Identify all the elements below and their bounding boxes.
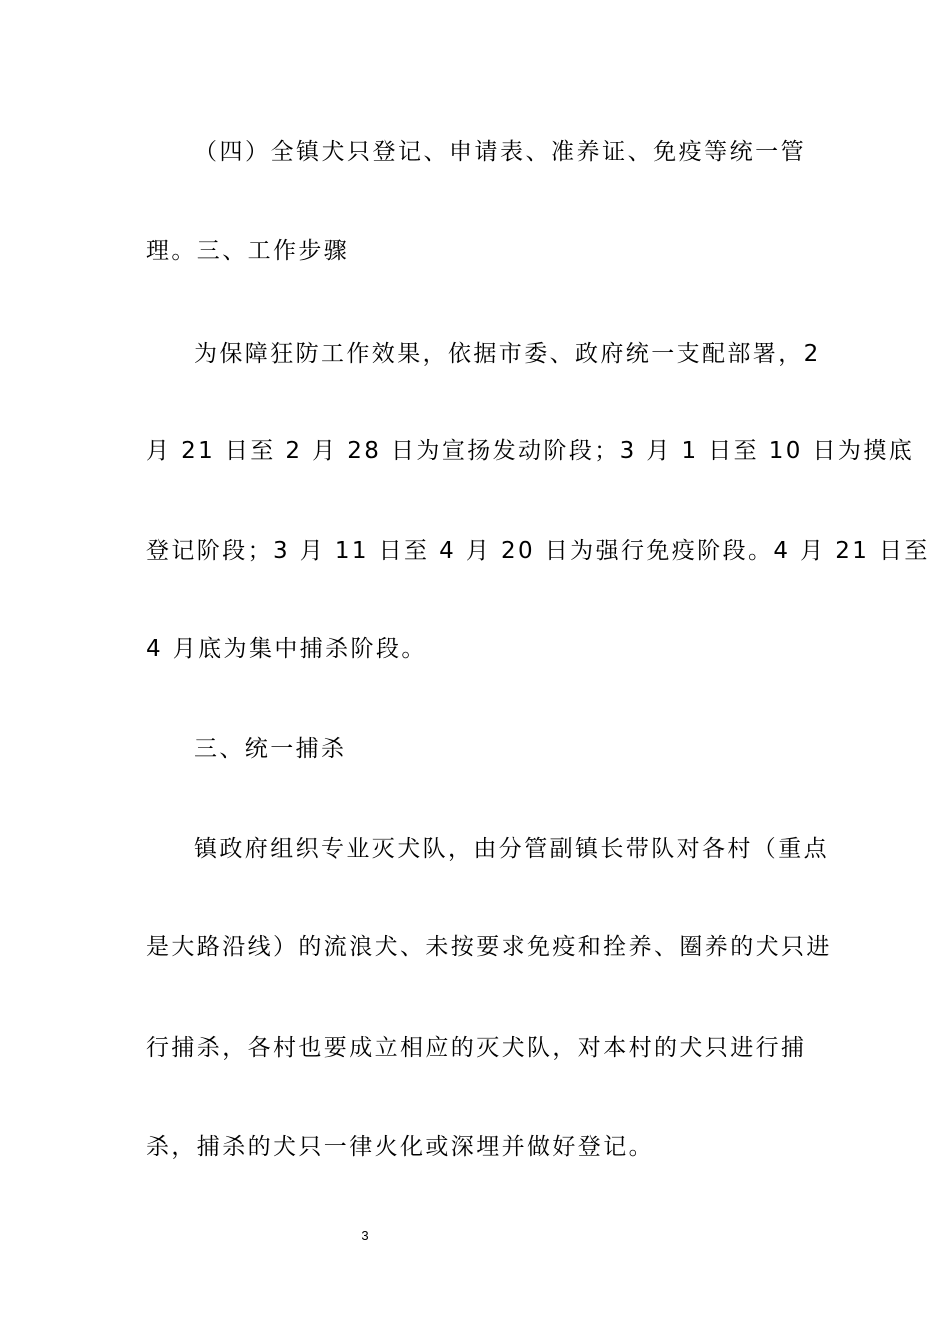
paragraph-line-2: 理。三、工作步骤 [146, 238, 350, 264]
paragraph-line-1: （四）全镇犬只登记、申请表、准养证、免疫等统一管 [194, 139, 806, 165]
paragraph-line-4: 月 21 日至 2 月 28 日为宣扬发动阶段；3 月 1 日至 10 日为摸底 [146, 438, 915, 464]
paragraph-line-3: 为保障狂防工作效果，依据市委、政府统一支配部署，2 [194, 341, 821, 367]
paragraph-line-7: 镇政府组织专业灭犬队，由分管副镇长带队对各村（重点 [194, 836, 829, 862]
paragraph-line-10: 杀，捕杀的犬只一律火化或深埋并做好登记。 [146, 1134, 654, 1160]
paragraph-line-9: 行捕杀，各村也要成立相应的灭犬队，对本村的犬只进行捕 [146, 1035, 807, 1061]
paragraph-line-5: 登记阶段；3 月 11 日至 4 月 20 日为强行免疫阶段。4 月 21 日至 [146, 538, 930, 564]
section-heading: 三、统一捕杀 [194, 736, 347, 762]
paragraph-line-8: 是大路沿线）的流浪犬、未按要求免疫和拴养、圈养的犬只进 [146, 934, 832, 960]
page-number: 3 [361, 1228, 369, 1243]
paragraph-line-6: 4 月底为集中捕杀阶段。 [146, 636, 427, 662]
